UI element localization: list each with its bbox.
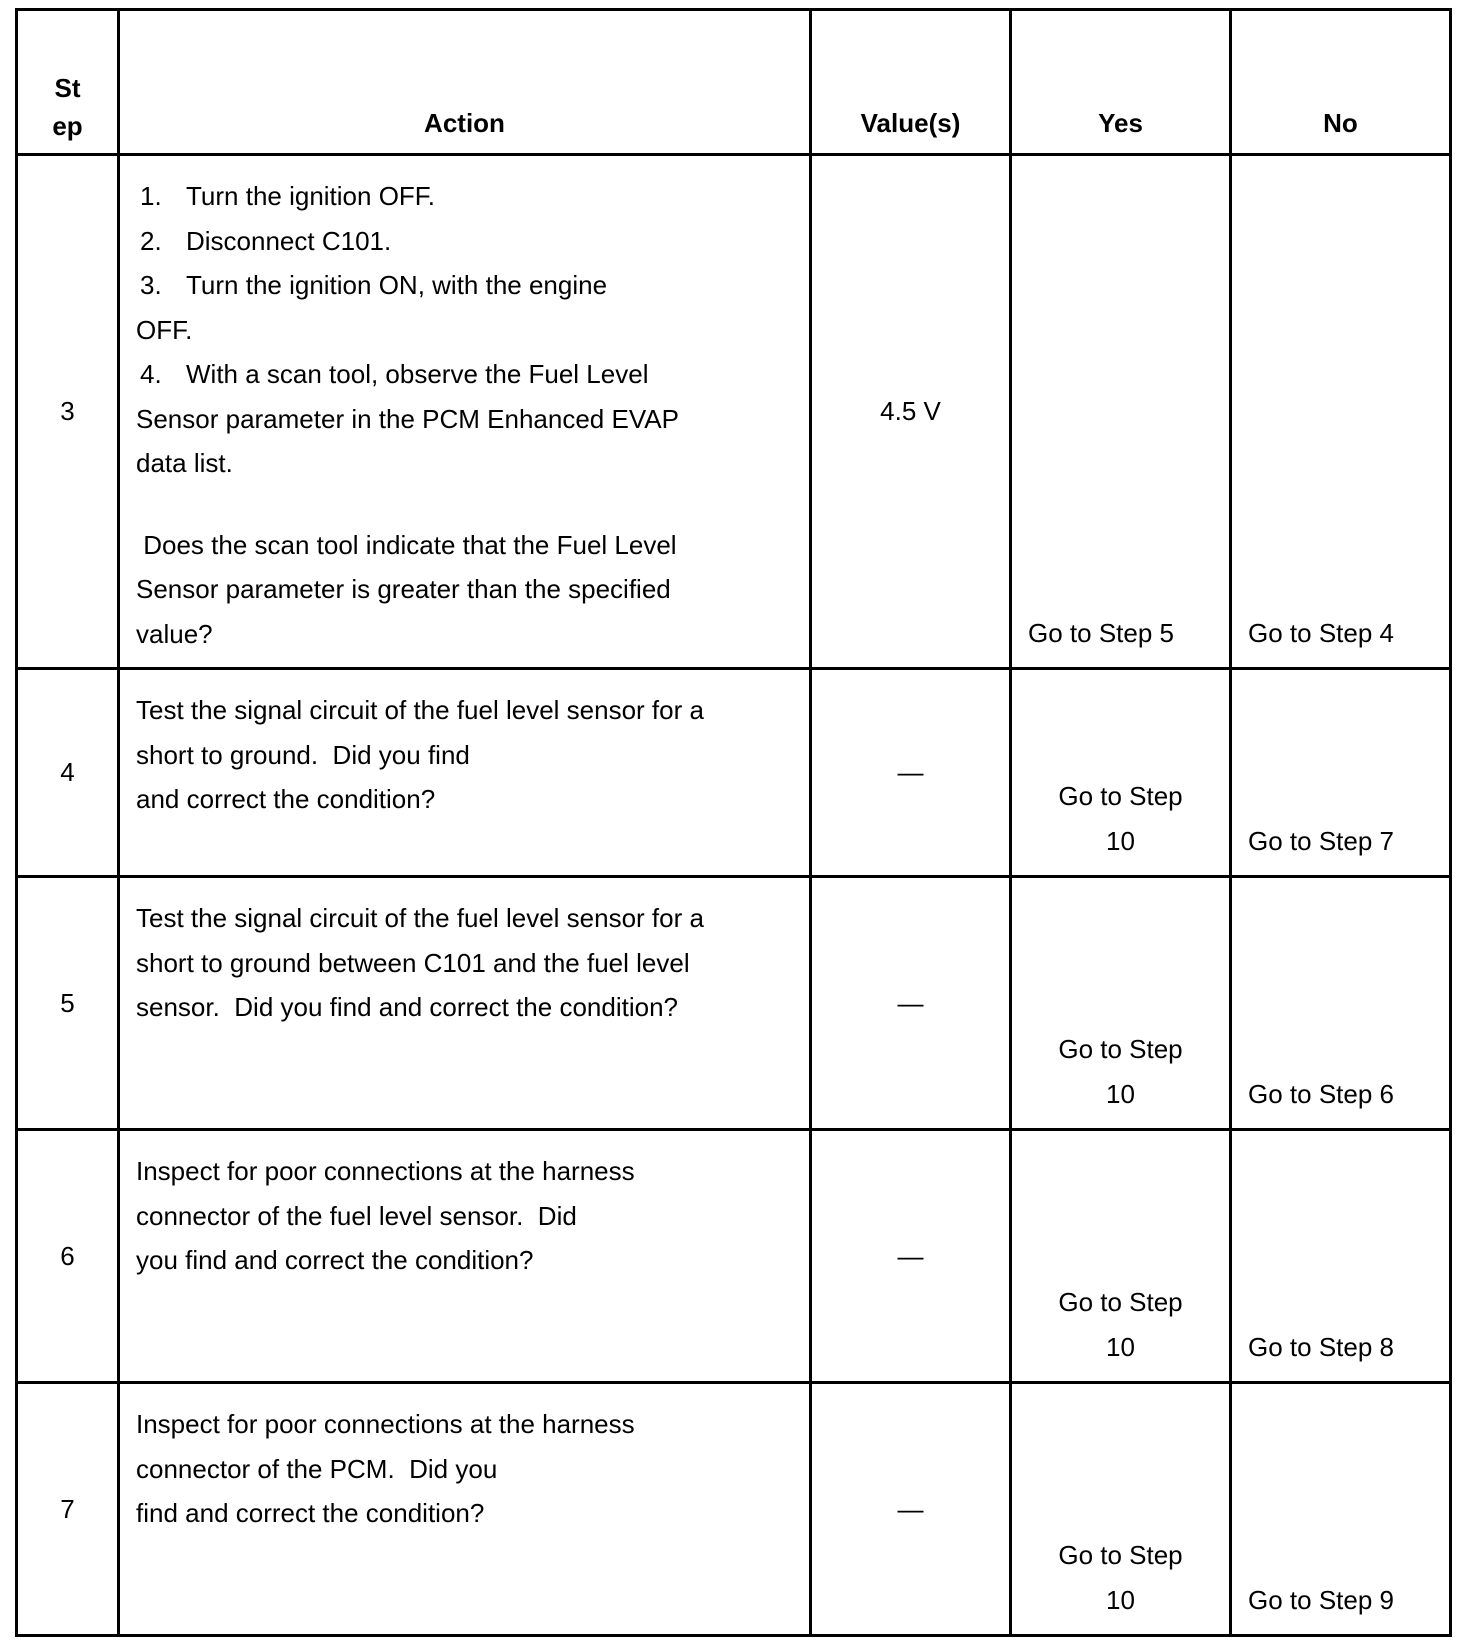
action-line: connector of the PCM. Did you (136, 1453, 498, 1484)
yes-text: Go to Step (1058, 781, 1183, 811)
yes-text: Go to Step (1058, 1540, 1183, 1570)
header-action: Action (119, 10, 811, 155)
yes-step-number: 10 (1106, 1331, 1135, 1362)
yes-step-number: 10 (1106, 1078, 1135, 1109)
action-cell (119, 669, 811, 877)
action-line: short to ground. Did you find (136, 739, 470, 770)
list-item (136, 263, 793, 308)
list-number: 4. (140, 359, 162, 389)
list-item (136, 174, 793, 219)
header-no: No (1231, 10, 1451, 155)
action-line: and correct the condition? (136, 784, 436, 814)
step-number: 7 (17, 1383, 119, 1636)
step-number: 3 (17, 155, 119, 669)
list-text: With a scan tool, observe the Fuel Level (186, 359, 649, 389)
value-cell: — (811, 1130, 1011, 1383)
action-line: Inspect for poor connections at the harness (136, 1156, 635, 1186)
action-cell (119, 877, 811, 1130)
no-cell: Go to Step 7 (1231, 669, 1451, 877)
yes-cell (1011, 155, 1231, 669)
header-step-line-2: ep (52, 111, 83, 141)
action-line: Test the signal circuit of the fuel level sensor for a (136, 903, 704, 933)
list-continuation: Sensor parameter in the PCM Enhanced EVAP (136, 403, 679, 434)
table-row (17, 1383, 1451, 1636)
no-cell: Go to Step 4 (1231, 155, 1451, 669)
yes-text: Go to Step 5 (1028, 617, 1174, 648)
question-line: Does the scan tool indicate that the Fuel Level (136, 529, 677, 560)
step-number: 4 (17, 669, 119, 877)
action-line: you find and correct the condition? (136, 1245, 534, 1275)
list-text: Turn the ignition ON, with the engine (186, 270, 608, 300)
question-line: value? (136, 618, 213, 649)
value-cell: — (811, 877, 1011, 1130)
yes-cell (1011, 1130, 1231, 1383)
list-number: 3. (140, 270, 162, 300)
header-values: Value(s) (811, 10, 1011, 155)
no-cell: Go to Step 8 (1231, 1130, 1451, 1383)
list-number: 2. (140, 225, 162, 256)
no-cell: Go to Step 9 (1231, 1383, 1451, 1636)
action-line: sensor. Did you find and correct the condition? (136, 992, 678, 1022)
yes-text: Go to Step (1058, 1034, 1183, 1064)
list-number: 1. (140, 181, 162, 211)
action-line: connector of the fuel level sensor. Did (136, 1200, 577, 1231)
yes-cell (1011, 1383, 1231, 1636)
header-step-line-1: St (54, 73, 81, 103)
question-line: Sensor parameter is greater than the specified (136, 574, 671, 604)
list-item (136, 352, 793, 397)
list-item (136, 219, 793, 264)
yes-cell (1011, 669, 1231, 877)
yes-cell (1011, 877, 1231, 1130)
table-row (17, 155, 1451, 669)
action-cell (119, 155, 811, 669)
step-number: 6 (17, 1130, 119, 1383)
list-continuation: OFF. (136, 314, 193, 345)
value-cell: 4.5 V (811, 155, 1011, 669)
list-continuation: data list. (136, 448, 233, 478)
action-line: Test the signal circuit of the fuel level sensor for a (136, 695, 704, 725)
no-cell: Go to Step 6 (1231, 877, 1451, 1130)
list-text: Disconnect C101. (186, 225, 392, 256)
yes-text: Go to Step (1058, 1287, 1183, 1317)
table-row (17, 1130, 1451, 1383)
header-row (17, 10, 1451, 155)
table-row (17, 877, 1451, 1130)
header-step (17, 10, 119, 155)
action-cell (119, 1383, 811, 1636)
step-number: 5 (17, 877, 119, 1130)
table-row (17, 669, 1451, 877)
value-cell: — (811, 669, 1011, 877)
yes-step-number: 10 (1106, 1584, 1135, 1615)
list-text: Turn the ignition OFF. (186, 181, 436, 211)
action-line: Inspect for poor connections at the harness (136, 1409, 635, 1439)
action-line: find and correct the condition? (136, 1498, 485, 1528)
action-line: short to ground between C101 and the fuel level (136, 947, 690, 978)
value-cell: — (811, 1383, 1011, 1636)
spacer (136, 486, 793, 523)
action-cell (119, 1130, 811, 1383)
diagnostic-table (15, 8, 1452, 1637)
yes-step-number: 10 (1106, 825, 1135, 856)
header-yes: Yes (1011, 10, 1231, 155)
